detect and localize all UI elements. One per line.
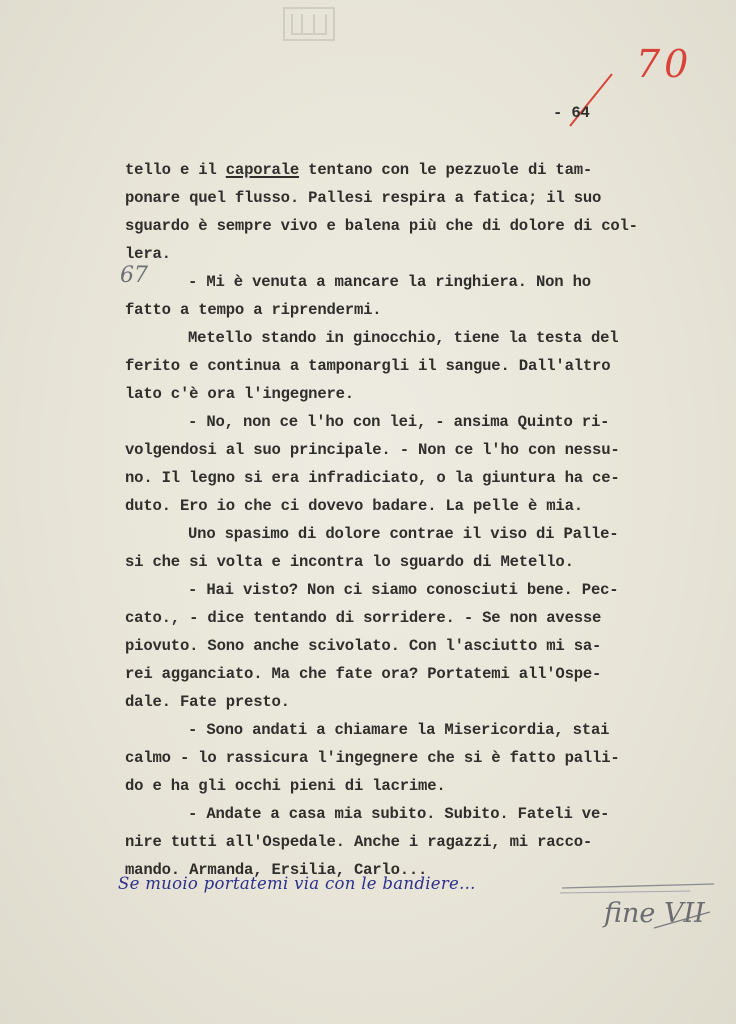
folio-number: 70 (636, 42, 693, 86)
underlined-word: caporale (225, 161, 300, 179)
text-line: no. Il legno si era infradiciato, o la giuntura ha ce- (125, 469, 620, 487)
text-line: mando. Armanda, Ersilia, Carlo... (125, 861, 428, 879)
text-line: calmo - lo rassicura l'ingegnere che si è fatto palli- (125, 749, 620, 767)
text-line: piovuto. Sono anche scivolato. Con l'asciutto mi sa- (125, 637, 602, 655)
page-number: - 64 (553, 104, 590, 122)
text-line: si che si volta e incontra lo sguardo di Metello. (125, 553, 574, 571)
text-line: ponare quel flusso. Pallesi respira a fatica; il suo (125, 189, 602, 207)
handwritten-end-mark: fine VII (604, 898, 705, 929)
end-separator-line (562, 884, 714, 888)
text-line: lera. (125, 245, 171, 263)
text-line: - Andate a casa mia subito. Subito. Fateli ve- (188, 805, 610, 823)
text-segment: tentano con le pezzuole di tam- (299, 161, 593, 179)
text-line: dale. Fate presto. (125, 693, 290, 711)
text-line: sguardo è sempre vivo e balena più che di dolore di col- (125, 217, 638, 235)
handwritten-closing-note: Se muoio portatemi via con le bandiere... (118, 874, 476, 893)
text-line: Uno spasimo di dolore contrae il viso di Palle- (188, 525, 619, 543)
text-line (125, 161, 592, 179)
text-line: nire tutti all'Ospedale. Anche i ragazzi, mi racco- (125, 833, 593, 851)
text-line: - No, non ce l'ho con lei, - ansima Quinto ri- (188, 413, 610, 431)
text-line: rei agganciato. Ma che fate ora? Portatemi all'Ospe- (125, 665, 602, 683)
text-segment: tello e il (125, 161, 226, 179)
text-line: volgendosi al suo principale. - Non ce l'ho con nessu- (125, 441, 620, 459)
text-line: - Hai visto? Non ci siamo conosciuti bene. Pec- (188, 581, 619, 599)
text-line: ferito e continua a tamponargli il sangue. Dall'altro (125, 357, 611, 375)
text-line: lato c'è ora l'ingegnere. (125, 385, 354, 403)
text-line: - Sono andati a chiamare la Misericordia, stai (188, 721, 610, 739)
text-line: Metello stando in ginocchio, tiene la testa del (188, 329, 619, 347)
text-line: fatto a tempo a riprendermi. (125, 301, 382, 319)
text-line: - Mi è venuta a mancare la ringhiera. Non ho (188, 273, 591, 291)
text-line: do e ha gli occhi pieni di lacrime. (125, 777, 446, 795)
text-line: duto. Ero io che ci dovevo badare. La pelle è mia. (125, 497, 583, 515)
page-reference-note: 67 (120, 263, 148, 288)
end-separator-line-2 (560, 891, 690, 893)
text-line: cato., - dice tentando di sorridere. - Se non avesse (125, 609, 602, 627)
